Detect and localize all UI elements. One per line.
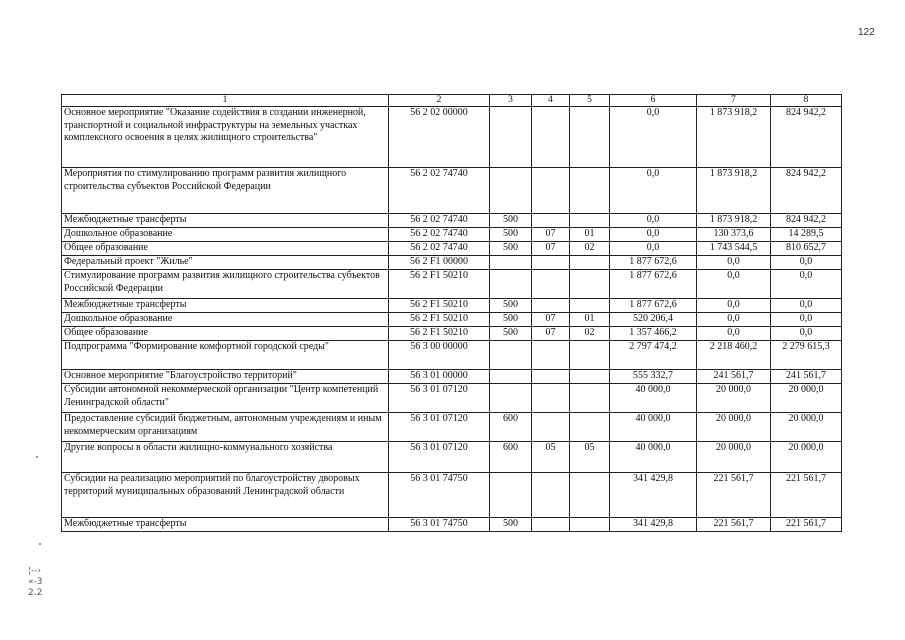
row-name: Межбюджетные трансферты [62,214,389,228]
table-row [62,384,842,413]
row-col-4 [532,473,570,518]
table-row [62,107,842,168]
row-col-3 [490,473,532,518]
row-value-6: 341 429,8 [610,473,697,518]
row-value-8: 0,0 [771,327,842,341]
row-col-3 [490,370,532,384]
row-value-8: 2 279 615,3 [771,341,842,370]
row-value-7: 241 561,7 [697,370,771,384]
row-col-3: 500 [490,313,532,327]
row-name: Основное мероприятие "Благоустройство территорий" [62,370,389,384]
scan-speck [36,456,38,458]
row-col-5 [570,370,610,384]
table-row [62,242,842,256]
row-value-7: 0,0 [697,313,771,327]
row-code: 56 3 01 07120 [389,442,490,473]
row-value-7: 0,0 [697,299,771,313]
table-row [62,168,842,214]
row-name: Другие вопросы в области жилищно-коммунального хозяйства [62,442,389,473]
row-col-3: 500 [490,214,532,228]
row-col-4 [532,168,570,214]
row-code: 56 3 01 07120 [389,413,490,442]
row-value-8: 20 000,0 [771,442,842,473]
row-value-6: 0,0 [610,168,697,214]
row-value-6: 0,0 [610,228,697,242]
row-value-8: 20 000,0 [771,413,842,442]
row-col-5 [570,384,610,413]
header-col-4: 4 [532,95,570,107]
table-row [62,473,842,518]
row-col-4 [532,299,570,313]
row-col-3 [490,168,532,214]
margin-mark: «-3 [28,577,43,587]
row-code: 56 2 F1 50210 [389,327,490,341]
row-value-6: 1 877 672,6 [610,256,697,270]
row-value-6: 1 357 466,2 [610,327,697,341]
row-col-4 [532,341,570,370]
table-row [62,341,842,370]
row-col-5: 02 [570,327,610,341]
row-col-4: 05 [532,442,570,473]
row-code: 56 3 01 74750 [389,518,490,532]
row-value-7: 20 000,0 [697,413,771,442]
row-col-3 [490,107,532,168]
row-value-8: 824 942,2 [771,168,842,214]
row-name: Дошкольное образование [62,228,389,242]
row-code: 56 2 02 74740 [389,168,490,214]
row-value-8: 221 561,7 [771,518,842,532]
table-row [62,413,842,442]
row-col-5 [570,473,610,518]
header-col-1: 1 [62,95,389,107]
row-code: 56 3 00 00000 [389,341,490,370]
row-col-3: 600 [490,442,532,473]
row-value-7: 20 000,0 [697,384,771,413]
scan-speck [39,543,41,545]
row-value-7: 1 873 918,2 [697,214,771,228]
row-value-6: 2 797 474,2 [610,341,697,370]
row-code: 56 2 02 74740 [389,228,490,242]
row-value-6: 40 000,0 [610,442,697,473]
row-value-8: 241 561,7 [771,370,842,384]
row-name: Межбюджетные трансферты [62,518,389,532]
row-col-4: 07 [532,228,570,242]
row-name: Общее образование [62,242,389,256]
row-col-3: 500 [490,299,532,313]
row-value-7: 20 000,0 [697,442,771,473]
row-col-3 [490,341,532,370]
row-value-7: 1 873 918,2 [697,168,771,214]
row-value-6: 555 332,7 [610,370,697,384]
row-col-3: 500 [490,228,532,242]
row-col-5 [570,518,610,532]
row-col-4: 07 [532,242,570,256]
row-name: Федеральный проект "Жилье" [62,256,389,270]
row-value-6: 0,0 [610,107,697,168]
margin-mark: 2.2 [28,588,43,598]
row-value-6: 1 877 672,6 [610,299,697,313]
row-col-5: 01 [570,228,610,242]
row-col-5 [570,107,610,168]
row-col-5: 01 [570,313,610,327]
row-col-5 [570,270,610,299]
row-col-3: 500 [490,518,532,532]
row-col-3: 500 [490,242,532,256]
header-col-7: 7 [697,95,771,107]
row-col-4 [532,214,570,228]
header-col-6: 6 [610,95,697,107]
row-col-4 [532,370,570,384]
row-code: 56 2 F1 50210 [389,313,490,327]
row-name: Основное мероприятие "Оказание содействия в создании инженерной, транспортной и социальной инфраструктуры на земельных участках комплексного освоения в целях жилищного строительства" [62,107,389,168]
row-value-7: 0,0 [697,256,771,270]
row-name: Стимулирование программ развития жилищного строительства субъектов Российской Федерации [62,270,389,299]
row-value-8: 0,0 [771,270,842,299]
row-value-8: 824 942,2 [771,107,842,168]
row-col-3: 500 [490,327,532,341]
row-name: Межбюджетные трансферты [62,299,389,313]
row-col-4: 07 [532,313,570,327]
row-value-8: 221 561,7 [771,473,842,518]
row-col-4: 07 [532,327,570,341]
row-col-5: 02 [570,242,610,256]
row-code: 56 3 01 74750 [389,473,490,518]
row-col-4 [532,518,570,532]
row-value-6: 1 877 672,6 [610,270,697,299]
row-value-7: 2 218 460,2 [697,341,771,370]
row-col-5 [570,214,610,228]
header-col-2: 2 [389,95,490,107]
row-code: 56 2 02 74740 [389,242,490,256]
row-col-4 [532,256,570,270]
header-col-8: 8 [771,95,842,107]
row-value-8: 0,0 [771,299,842,313]
row-code: 56 2 02 00000 [389,107,490,168]
row-col-5 [570,413,610,442]
row-value-6: 40 000,0 [610,384,697,413]
margin-marks [28,566,42,599]
row-col-3 [490,256,532,270]
row-name: Общее образование [62,327,389,341]
table-row [62,256,842,270]
row-code: 56 2 02 74740 [389,214,490,228]
row-value-6: 0,0 [610,242,697,256]
row-name: Субсидии автономной некоммерческой организации "Центр компетенций Ленинградской области" [62,384,389,413]
row-col-4 [532,384,570,413]
row-value-6: 40 000,0 [610,413,697,442]
row-name: Подпрограмма "Формирование комфортной городской среды" [62,341,389,370]
page-number: 122 [858,27,875,38]
row-value-7: 221 561,7 [697,518,771,532]
row-value-8: 20 000,0 [771,384,842,413]
row-col-4 [532,413,570,442]
budget-table [61,94,842,532]
row-code: 56 2 F1 00000 [389,256,490,270]
row-col-3 [490,270,532,299]
table-row [62,442,842,473]
row-value-7: 130 373,6 [697,228,771,242]
row-code: 56 2 F1 50210 [389,270,490,299]
row-value-7: 1 743 544,5 [697,242,771,256]
row-value-8: 0,0 [771,313,842,327]
table-row [62,214,842,228]
row-col-3: 600 [490,413,532,442]
row-value-8: 14 289,5 [771,228,842,242]
table-header-row [62,95,842,107]
margin-mark: ¦--› [28,566,42,576]
row-name: Предоставление субсидий бюджетным, автономным учреждениям и иным некоммерческим организациям [62,413,389,442]
table-row [62,518,842,532]
row-value-8: 824 942,2 [771,214,842,228]
row-value-7: 0,0 [697,270,771,299]
row-value-8: 810 652,7 [771,242,842,256]
row-code: 56 3 01 07120 [389,384,490,413]
row-col-5 [570,341,610,370]
table-row [62,370,842,384]
row-col-5 [570,256,610,270]
row-col-5: 05 [570,442,610,473]
header-col-5: 5 [570,95,610,107]
table-row [62,327,842,341]
row-code: 56 3 01 00000 [389,370,490,384]
table-row [62,313,842,327]
table-row [62,299,842,313]
table-row [62,228,842,242]
row-col-4 [532,270,570,299]
row-value-6: 341 429,8 [610,518,697,532]
header-col-3: 3 [490,95,532,107]
row-code: 56 2 F1 50210 [389,299,490,313]
row-col-5 [570,168,610,214]
row-name: Субсидии на реализацию мероприятий по благоустройству дворовых территорий муниципальных образований Ленинградской области [62,473,389,518]
row-value-7: 1 873 918,2 [697,107,771,168]
row-name: Дошкольное образование [62,313,389,327]
row-value-8: 0,0 [771,256,842,270]
row-value-6: 520 206,4 [610,313,697,327]
row-col-5 [570,299,610,313]
row-col-3 [490,384,532,413]
row-value-7: 221 561,7 [697,473,771,518]
row-value-6: 0,0 [610,214,697,228]
row-value-7: 0,0 [697,327,771,341]
row-name: Мероприятия по стимулированию программ развития жилищного строительства субъектов Российской Федерации [62,168,389,214]
row-col-4 [532,107,570,168]
table-row [62,270,842,299]
